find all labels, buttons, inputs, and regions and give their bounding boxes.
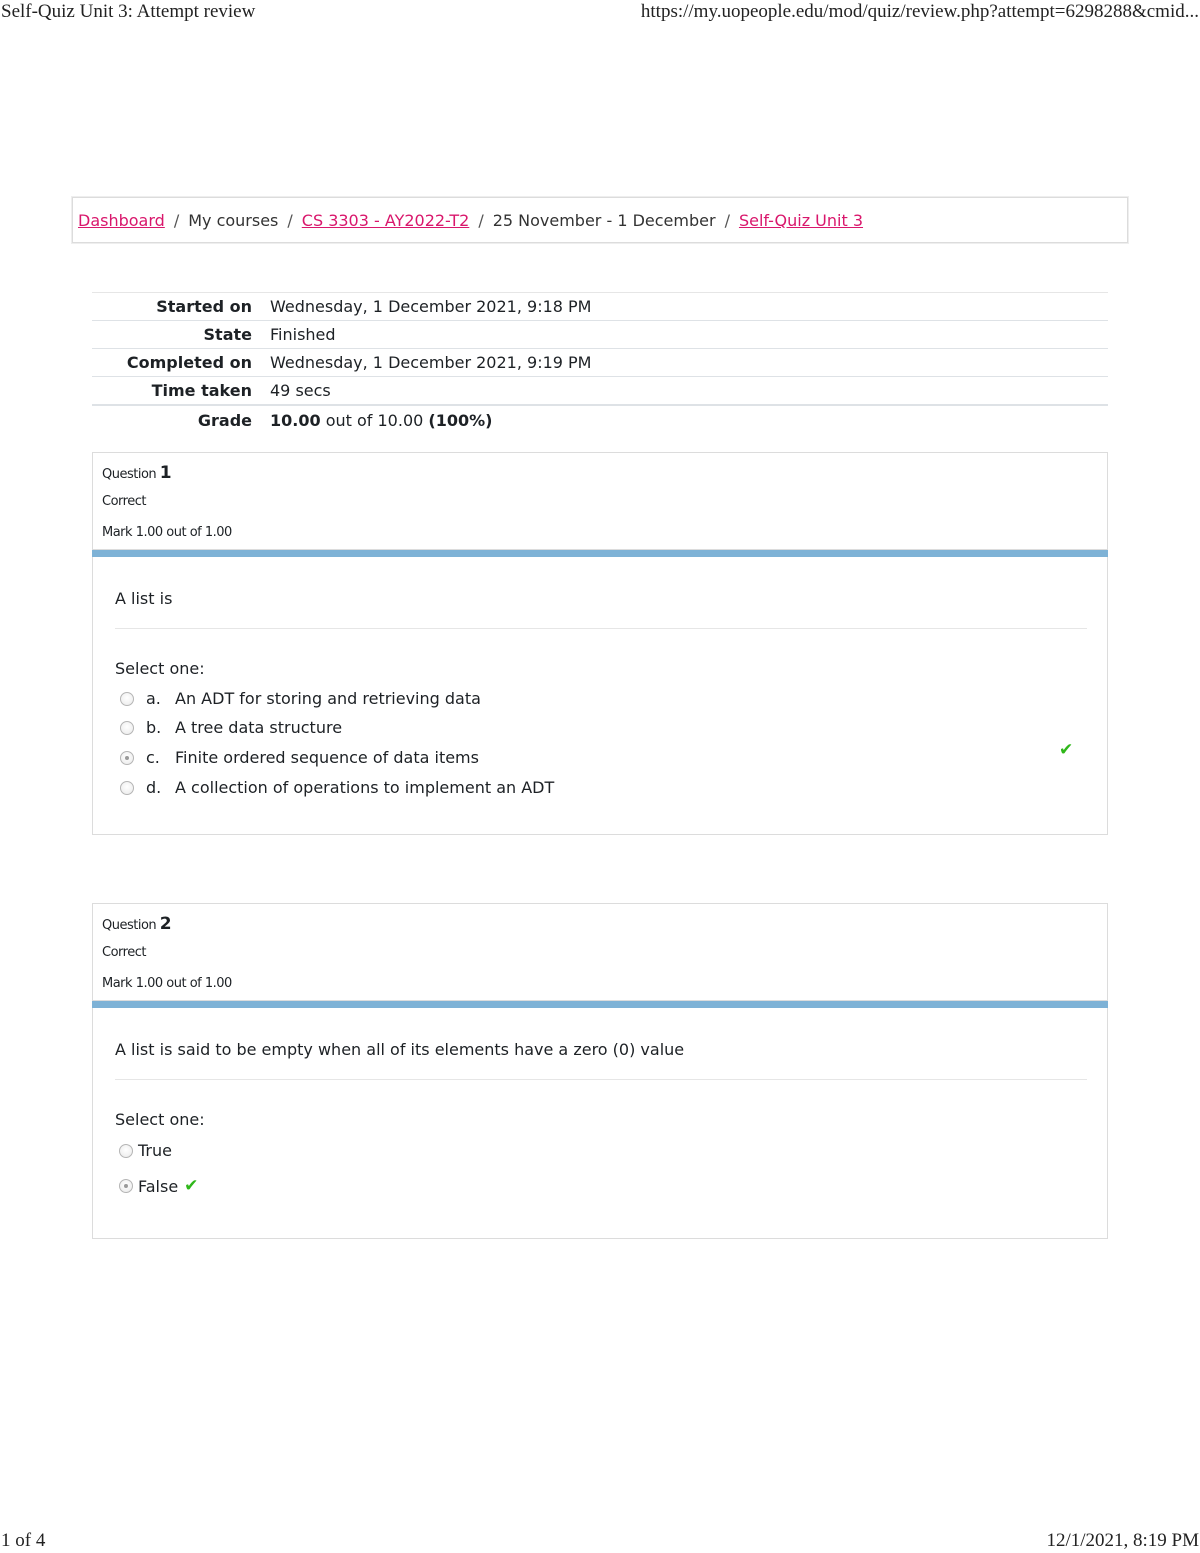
answer-option-d[interactable]: [120, 778, 554, 797]
answer-letter: b.: [146, 718, 162, 737]
summary-row-state: [92, 321, 1108, 349]
started-on-label: Started on: [92, 293, 270, 321]
answer-option-a[interactable]: [120, 689, 481, 708]
answer-text: A collection of operations to implement an ADT: [175, 778, 555, 797]
state-label: State: [92, 321, 270, 349]
answer-letter: c.: [146, 748, 160, 767]
answer-option-false[interactable]: [119, 1176, 198, 1196]
grade-out-of: out of 10.00: [325, 411, 424, 430]
grade-score: 10.00: [270, 411, 321, 430]
question-label: Question: [102, 918, 157, 933]
question-divider: [115, 628, 1087, 629]
breadcrumb-quiz-link[interactable]: Self-Quiz Unit 3: [738, 211, 864, 230]
question-2-info: [92, 903, 1108, 1001]
question-info-bar: [92, 1001, 1108, 1008]
breadcrumb: [78, 211, 863, 230]
radio-button[interactable]: [120, 721, 134, 735]
breadcrumb-separator: /: [724, 211, 730, 230]
grade-percent: (100%): [428, 411, 493, 430]
breadcrumb-separator: /: [287, 211, 293, 230]
question-text: A list is: [115, 589, 173, 608]
answer-letter: d.: [146, 778, 162, 797]
breadcrumb-separator: /: [478, 211, 484, 230]
time-taken-label: Time taken: [92, 377, 270, 406]
breadcrumb-course-link[interactable]: CS 3303 - AY2022-T2: [301, 211, 470, 230]
answer-option-c[interactable]: [120, 748, 479, 767]
summary-row-time: [92, 377, 1108, 406]
question-number: [102, 914, 172, 934]
answer-option-b[interactable]: [120, 718, 342, 737]
state-value: Finished: [270, 321, 1108, 349]
print-page-number: 1 of 4: [1, 1530, 46, 1551]
answer-option-true[interactable]: [119, 1141, 172, 1160]
question-text: A list is said to be empty when all of its elements have a zero (0) value: [115, 1040, 685, 1059]
breadcrumb-week: 25 November - 1 December: [492, 211, 716, 230]
question-number-value: 2: [159, 914, 172, 934]
print-page-title: Self-Quiz Unit 3: Attempt review: [1, 1, 256, 22]
question-label: Question: [102, 467, 157, 482]
check-icon: ✔: [1059, 740, 1074, 760]
completed-on-label: Completed on: [92, 349, 270, 377]
select-one-prompt: Select one:: [115, 1110, 205, 1129]
radio-button[interactable]: [119, 1144, 133, 1158]
question-1-content: [92, 557, 1108, 835]
question-number: [102, 463, 172, 483]
grade-label: Grade: [92, 405, 270, 435]
answer-text: A tree data structure: [175, 718, 343, 737]
breadcrumb-dashboard-link[interactable]: Dashboard: [78, 211, 165, 230]
completed-on-value: Wednesday, 1 December 2021, 9:19 PM: [270, 349, 1108, 377]
answer-text: Finite ordered sequence of data items: [175, 748, 479, 767]
answer-text: False: [138, 1176, 179, 1196]
answer-letter: a.: [146, 689, 161, 708]
question-mark: Mark 1.00 out of 1.00: [102, 976, 232, 991]
question-info-bar: [92, 550, 1108, 557]
answer-text: True: [138, 1141, 172, 1160]
print-page-url: https://my.uopeople.edu/mod/quiz/review.php?attempt=6298288&cmid...: [640, 1, 1199, 22]
select-one-prompt: Select one:: [115, 659, 205, 678]
started-on-value: Wednesday, 1 December 2021, 9:18 PM: [270, 293, 1108, 321]
time-taken-value: 49 secs: [270, 377, 1108, 406]
print-datetime: 12/1/2021, 8:19 PM: [1046, 1530, 1199, 1551]
radio-button[interactable]: [120, 781, 134, 795]
summary-row-started: [92, 293, 1108, 321]
question-state: Correct: [102, 945, 146, 960]
question-number-value: 1: [159, 463, 172, 483]
radio-button-selected[interactable]: [119, 1179, 133, 1193]
question-mark: Mark 1.00 out of 1.00: [102, 525, 232, 540]
grade-value: [270, 405, 1108, 435]
breadcrumb-my-courses: My courses: [188, 211, 279, 230]
question-1-info: [92, 452, 1108, 550]
question-divider: [115, 1079, 1087, 1080]
question-2-content: [92, 1008, 1108, 1239]
summary-row-grade: [92, 405, 1108, 435]
breadcrumb-separator: /: [173, 211, 180, 230]
attempt-summary-table: [92, 292, 1108, 435]
breadcrumb-container: [72, 197, 1128, 243]
summary-row-completed: [92, 349, 1108, 377]
check-icon: ✔: [184, 1176, 199, 1196]
answer-text: An ADT for storing and retrieving data: [175, 689, 481, 708]
radio-button[interactable]: [120, 692, 134, 706]
radio-button-selected[interactable]: [120, 751, 134, 765]
question-state: Correct: [102, 494, 146, 509]
